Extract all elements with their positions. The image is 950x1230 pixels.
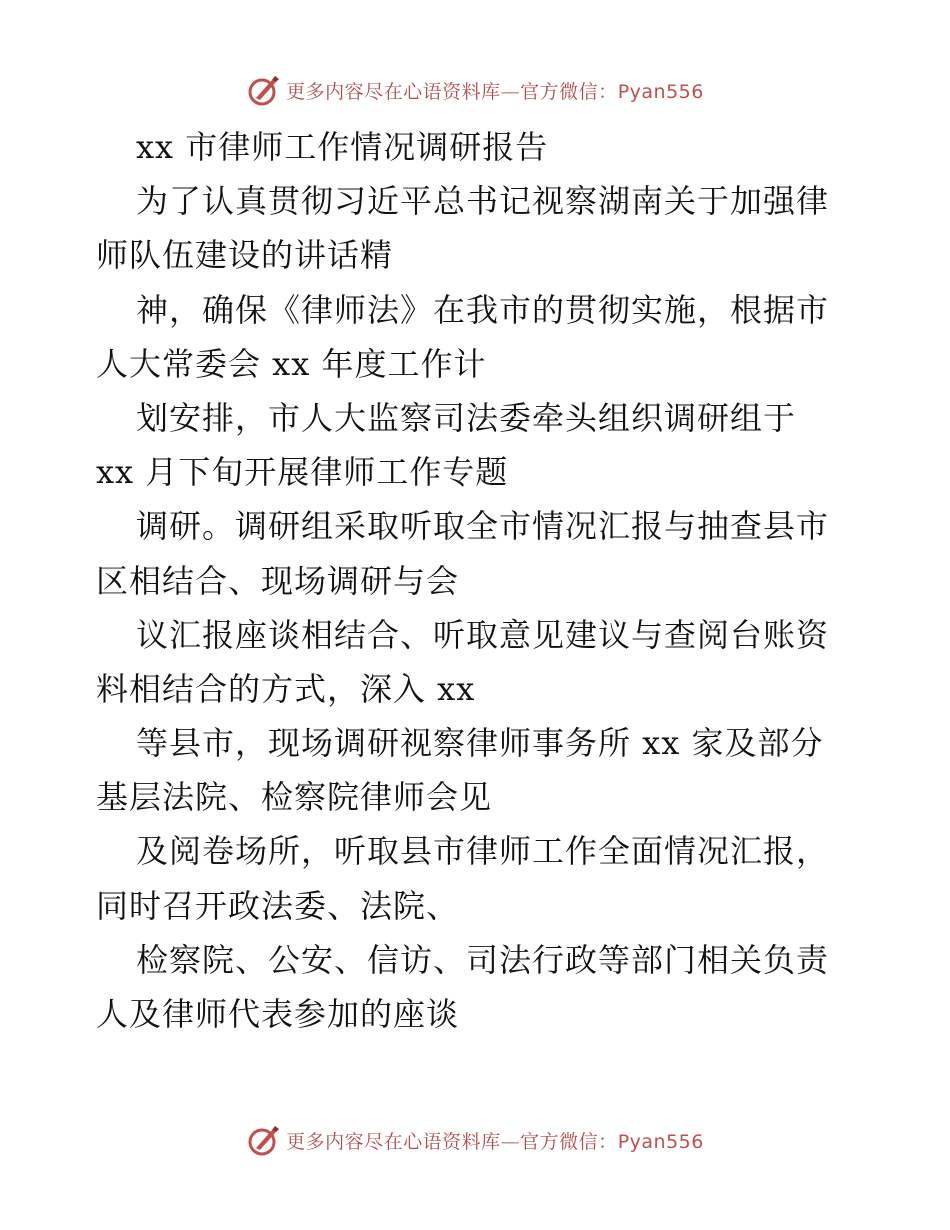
- paragraph-line: 检察院、公安、信访、司法行政等部门相关负责: [136, 940, 830, 979]
- watermark-text: [286, 77, 704, 104]
- paragraph-line: 料相结合的方式，深入 xx: [96, 669, 476, 708]
- pen-logo-icon: [246, 72, 282, 108]
- watermark-separator: —: [500, 1130, 521, 1153]
- watermark-wechat-id: Pyan556: [617, 80, 704, 103]
- document-body: [96, 120, 856, 1041]
- watermark-contact: 官方微信：: [520, 1130, 618, 1153]
- watermark-main: 更多内容尽在心语资料库: [286, 80, 501, 103]
- pen-logo-icon: [246, 1122, 282, 1158]
- paragraph-line: 等县市，现场调研视察律师事务所 xx 家及部分: [136, 724, 824, 763]
- watermark-text: [286, 1127, 704, 1154]
- watermark-wechat-id: Pyan556: [617, 1130, 704, 1153]
- footer-watermark: [0, 1120, 950, 1160]
- document-title: xx 市律师工作情况调研报告: [136, 128, 549, 166]
- paragraph-line: 区相结合、现场调研与会: [96, 561, 460, 600]
- header-watermark: [0, 70, 950, 110]
- paragraph-line: 人及律师代表参加的座谈: [96, 995, 460, 1033]
- watermark-separator: —: [500, 80, 521, 103]
- paragraph-line: 神，确保《律师法》在我市的贯彻实施，根据市: [136, 290, 830, 329]
- paragraph-line: 师队伍建设的讲话精: [96, 236, 394, 275]
- paragraph-line: xx 月下旬开展律师工作专题: [96, 453, 509, 492]
- paragraph-line: 议汇报座谈相结合、听取意见建议与查阅台账资: [136, 615, 830, 654]
- paragraph-line: 人大常委会 xx 年度工作计: [96, 344, 487, 383]
- watermark-contact: 官方微信：: [520, 80, 618, 103]
- paragraph-line: 为了认真贯彻习近平总书记视察湖南关于加强律: [136, 182, 830, 221]
- watermark-main: 更多内容尽在心语资料库: [286, 1130, 501, 1153]
- paragraph-line: 及阅卷场所，听取县市律师工作全面情况汇报，: [136, 832, 830, 871]
- paragraph-line: 调研。调研组采取听取全市情况汇报与抽查县市: [136, 507, 830, 546]
- paragraph-line: 基层法院、检察院律师会见: [96, 778, 493, 817]
- paragraph-line: 同时召开政法委、法院、: [96, 886, 460, 925]
- paragraph-line: 划安排，市人大监察司法委牵头组织调研组于: [136, 398, 797, 437]
